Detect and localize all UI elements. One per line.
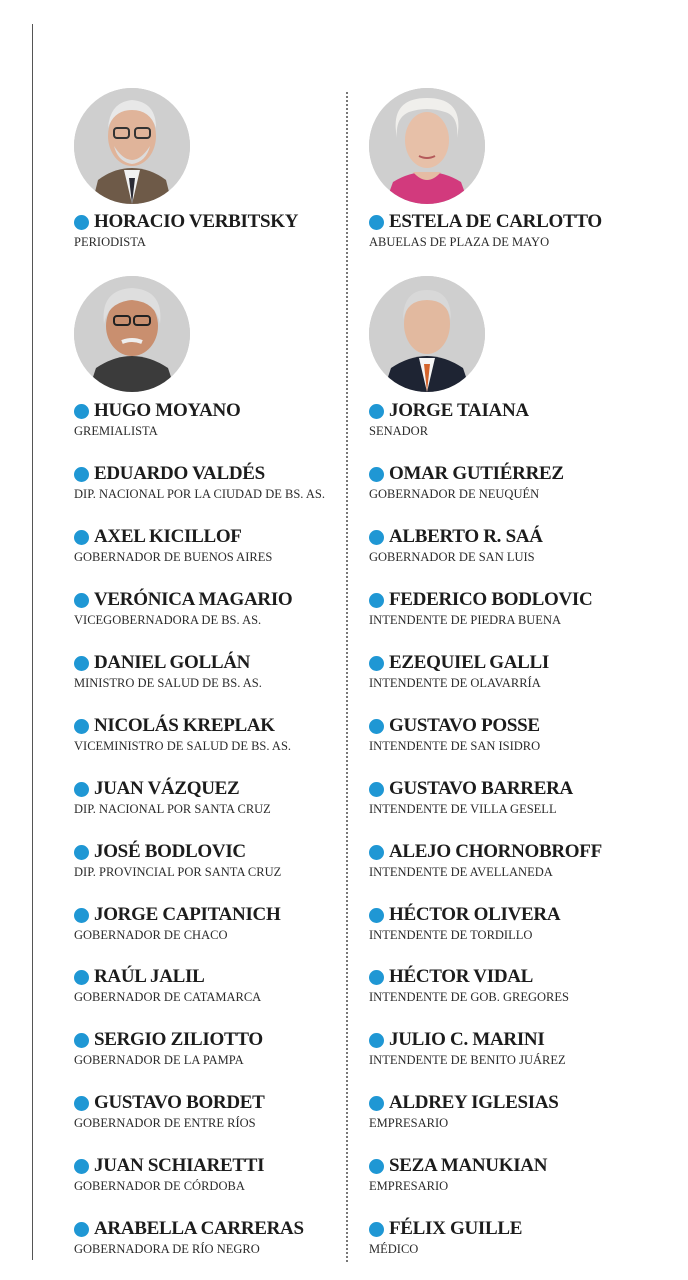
name-line	[74, 589, 292, 611]
person-name: RAÚL JALIL	[94, 966, 205, 987]
name-line	[369, 1092, 559, 1114]
bullet-icon	[369, 908, 384, 923]
bullet-icon	[369, 215, 384, 230]
name-line	[369, 652, 549, 674]
person-name: HORACIO VERBITSKY	[94, 211, 299, 232]
bullet-icon	[369, 970, 384, 985]
name-line	[369, 715, 540, 737]
person-role: DIP. NACIONAL POR LA CIUDAD DE BS. AS.	[74, 487, 325, 501]
bullet-icon	[74, 1222, 89, 1237]
portrait-photo	[74, 276, 190, 392]
person-role: GOBERNADOR DE NEUQUÉN	[369, 487, 540, 501]
bullet-icon	[74, 1159, 89, 1174]
person-name: JULIO C. MARINI	[389, 1029, 545, 1050]
person-role: MÉDICO	[369, 1242, 419, 1256]
person-name: HÉCTOR VIDAL	[389, 966, 534, 987]
person-role: GOBERNADOR DE BUENOS AIRES	[74, 550, 273, 564]
person-role: INTENDENTE DE OLAVARRÍA	[369, 676, 541, 690]
person-name: HUGO MOYANO	[94, 400, 241, 421]
person-role: INTENDENTE DE VILLA GESELL	[369, 802, 557, 816]
name-line	[369, 778, 573, 800]
person-name: HÉCTOR OLIVERA	[389, 904, 561, 925]
person-name: ALEJO CHORNOBROFF	[389, 841, 602, 862]
bullet-icon	[74, 467, 89, 482]
person-role: INTENDENTE DE TORDILLO	[369, 928, 533, 942]
person-role: GOBERNADORA DE RÍO NEGRO	[74, 1242, 260, 1256]
person-role: GOBERNADOR DE ENTRE RÍOS	[74, 1116, 256, 1130]
person-role: INTENDENTE DE GOB. GREGORES	[369, 990, 569, 1004]
name-line	[74, 966, 205, 988]
bullet-icon	[369, 530, 384, 545]
person-name: JORGE CAPITANICH	[94, 904, 281, 925]
person-name: NICOLÁS KREPLAK	[94, 715, 275, 736]
person-role: DIP. PROVINCIAL POR SANTA CRUZ	[74, 865, 282, 879]
bullet-icon	[74, 782, 89, 797]
name-line	[74, 904, 280, 926]
person-role: SENADOR	[369, 424, 429, 438]
person-name: SERGIO ZILIOTTO	[94, 1029, 263, 1050]
name-line	[74, 715, 275, 737]
name-line	[74, 841, 246, 863]
bullet-icon	[74, 404, 89, 419]
person-name: DANIEL GOLLÁN	[94, 652, 251, 673]
person-name: EZEQUIEL GALLI	[389, 652, 549, 673]
bullet-icon	[369, 845, 384, 860]
person-role: MINISTRO DE SALUD DE BS. AS.	[74, 676, 262, 690]
person-name: VERÓNICA MAGARIO	[94, 589, 293, 610]
person-role: EMPRESARIO	[369, 1116, 449, 1130]
person-role: INTENDENTE DE AVELLANEDA	[369, 865, 553, 879]
person-name: AXEL KICILLOF	[94, 526, 242, 547]
person-role: GOBERNADOR DE CÓRDOBA	[74, 1179, 245, 1193]
person-role: DIP. NACIONAL POR SANTA CRUZ	[74, 802, 271, 816]
bullet-icon	[74, 1033, 89, 1048]
name-line	[369, 966, 533, 988]
person-name: SEZA MANUKIAN	[389, 1155, 548, 1176]
name-line	[369, 1218, 522, 1240]
name-line	[74, 526, 242, 548]
person-name: GUSTAVO POSSE	[389, 715, 540, 736]
name-line	[74, 211, 298, 233]
bullet-icon	[74, 593, 89, 608]
name-line	[369, 1155, 547, 1177]
person-role: PERIODISTA	[74, 235, 146, 249]
person-name: FEDERICO BODLOVIC	[389, 589, 593, 610]
name-line	[74, 1155, 264, 1177]
person-name: JORGE TAIANA	[389, 400, 529, 421]
person-role: INTENDENTE DE SAN ISIDRO	[369, 739, 541, 753]
person-role: INTENDENTE DE BENITO JUÁREZ	[369, 1053, 566, 1067]
column-divider	[346, 92, 348, 1262]
name-line	[369, 400, 529, 422]
person-name: OMAR GUTIÉRREZ	[389, 463, 564, 484]
bullet-icon	[369, 782, 384, 797]
name-line	[369, 463, 564, 485]
name-line	[74, 463, 265, 485]
person-role: VICEMINISTRO DE SALUD DE BS. AS.	[74, 739, 292, 753]
person-role: GOBERNADOR DE CATAMARCA	[74, 990, 262, 1004]
name-line	[369, 589, 592, 611]
person-name: FÉLIX GUILLE	[389, 1218, 523, 1239]
name-line	[369, 841, 602, 863]
bullet-icon	[74, 1096, 89, 1111]
bullet-icon	[369, 1222, 384, 1237]
name-line	[74, 778, 239, 800]
bullet-icon	[369, 404, 384, 419]
person-name: ESTELA DE CARLOTTO	[389, 211, 602, 232]
bullet-icon	[369, 1096, 384, 1111]
person-role: INTENDENTE DE PIEDRA BUENA	[369, 613, 561, 627]
person-role: ABUELAS DE PLAZA DE MAYO	[369, 235, 550, 249]
bullet-icon	[74, 719, 89, 734]
name-line	[369, 211, 602, 233]
person-name: ARABELLA CARRERAS	[94, 1218, 304, 1239]
person-role: GOBERNADOR DE LA PAMPA	[74, 1053, 244, 1067]
name-line	[74, 1092, 265, 1114]
person-name: ALBERTO R. SAÁ	[389, 526, 543, 547]
person-name: ALDREY IGLESIAS	[389, 1092, 559, 1113]
bullet-icon	[74, 656, 89, 671]
person-role: GREMIALISTA	[74, 424, 158, 438]
person-name: JUAN VÁZQUEZ	[94, 778, 240, 799]
person-role: GOBERNADOR DE CHACO	[74, 928, 228, 942]
name-line	[74, 400, 240, 422]
name-line	[369, 904, 560, 926]
bullet-icon	[74, 215, 89, 230]
bullet-icon	[74, 970, 89, 985]
bullet-icon	[369, 656, 384, 671]
bullet-icon	[369, 1159, 384, 1174]
left-margin-rule	[32, 24, 33, 1260]
bullet-icon	[369, 719, 384, 734]
bullet-icon	[369, 1033, 384, 1048]
name-line	[74, 652, 250, 674]
person-name: JOSÉ BODLOVIC	[94, 841, 246, 862]
person-name: EDUARDO VALDÉS	[94, 463, 265, 484]
person-role: GOBERNADOR DE SAN LUIS	[369, 550, 535, 564]
person-name: JUAN SCHIARETTI	[94, 1155, 265, 1176]
bullet-icon	[369, 467, 384, 482]
person-name: GUSTAVO BARRERA	[389, 778, 573, 799]
bullet-icon	[369, 593, 384, 608]
portrait-photo	[369, 88, 485, 204]
bullet-icon	[74, 908, 89, 923]
person-name: GUSTAVO BORDET	[94, 1092, 265, 1113]
portrait-photo	[369, 276, 485, 392]
person-role: VICEGOBERNADORA DE BS. AS.	[74, 613, 262, 627]
portrait-photo	[74, 88, 190, 204]
bullet-icon	[74, 530, 89, 545]
person-role: EMPRESARIO	[369, 1179, 449, 1193]
name-line	[369, 526, 543, 548]
name-line	[74, 1218, 304, 1240]
bullet-icon	[74, 845, 89, 860]
name-line	[74, 1029, 263, 1051]
name-line	[369, 1029, 544, 1051]
